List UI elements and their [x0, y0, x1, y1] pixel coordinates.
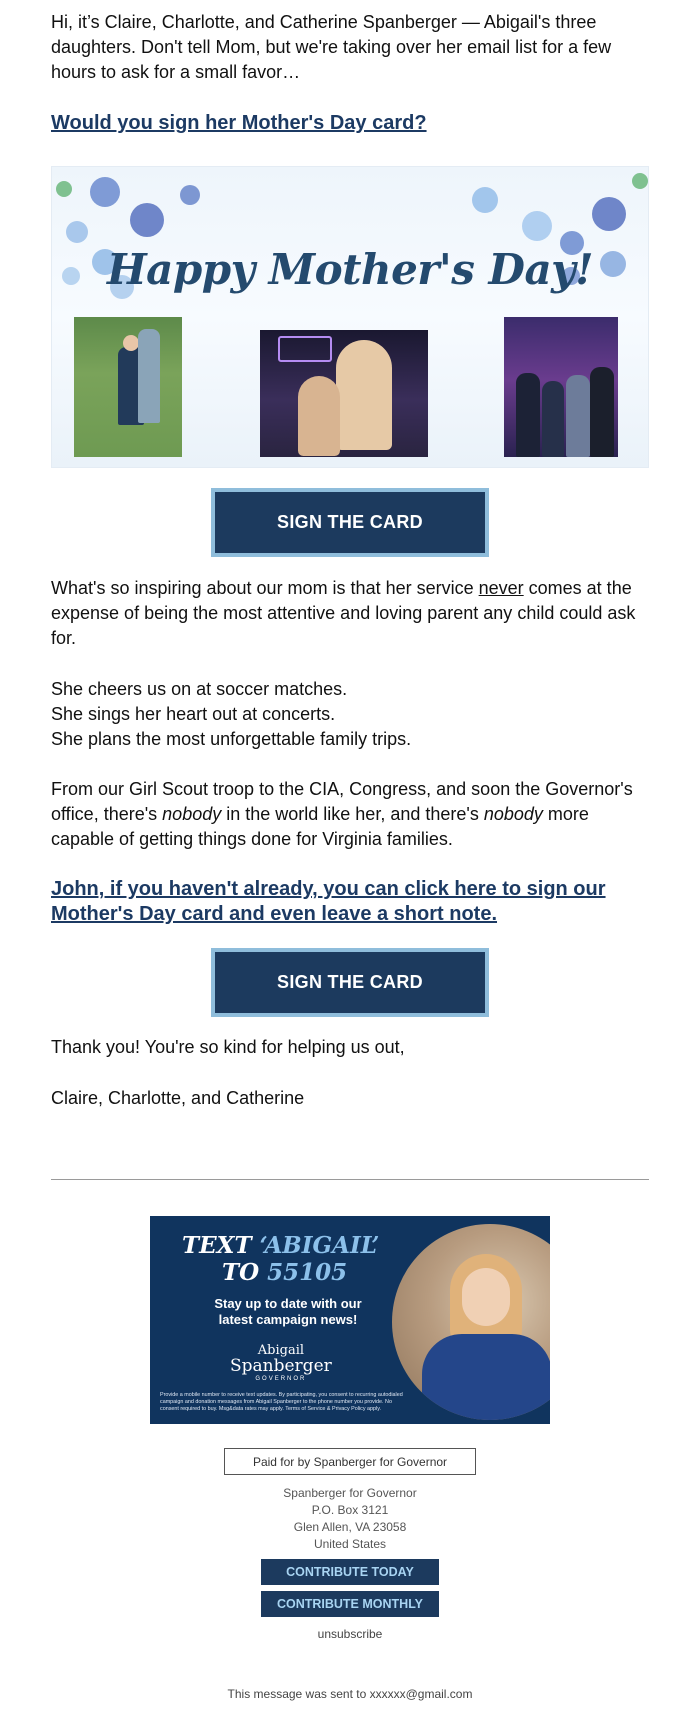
flower-icon: [180, 185, 200, 205]
sign-card-cta-link[interactable]: John, if you haven't already, you can click here to sign our Mother's Day card and even leave a short note.: [51, 878, 606, 925]
sign-card-button-label: SIGN THE CARD: [215, 952, 485, 1013]
mailing-address: [0, 1485, 700, 1553]
candidate-portrait: [392, 1224, 550, 1420]
sent-to-notice: This message was sent to xxxxxx@gmail.com: [227, 1687, 473, 1701]
photo-concert: [260, 330, 428, 457]
flower-icon: [66, 221, 88, 243]
flower-icon: [592, 197, 626, 231]
sign-card-button-label: SIGN THE CARD: [215, 492, 485, 553]
ad-to-word: TO: [222, 1259, 268, 1286]
inspiring-paragraph: [51, 576, 649, 651]
ad-shortcode: 55105: [267, 1259, 348, 1286]
sign-card-headline-link[interactable]: Would you sign her Mother's Day card?: [51, 112, 427, 134]
ad-keyword: ‘ABIGAIL’: [259, 1232, 380, 1259]
photo-family-trip: [504, 317, 618, 457]
address-line: Spanberger for Governor: [283, 1486, 417, 1500]
photo-soccer: [74, 317, 182, 457]
cheers-line: She cheers us on at soccer matches.: [51, 679, 348, 699]
unsubscribe-link[interactable]: unsubscribe: [317, 1627, 383, 1641]
trips-line: She plans the most unforgettable family trips.: [51, 729, 412, 749]
paragraph-text: more capable of getting things done for Virginia families.: [51, 804, 589, 849]
address-line: United States: [313, 1537, 387, 1551]
contribute-monthly-button[interactable]: CONTRIBUTE MONTHLY: [261, 1591, 439, 1617]
ad-text-word: TEXT: [182, 1232, 260, 1259]
address-line: P.O. Box 3121: [311, 1503, 389, 1517]
paragraph-text: comes at the expense of being the most attentive and loving parent any child could ask for.: [51, 578, 636, 648]
hero-title: Happy Mother's Day!: [106, 245, 594, 294]
mothers-day-banner[interactable]: [51, 166, 649, 468]
signature: Claire, Charlotte, and Catherine: [51, 1088, 305, 1108]
contribute-today-button[interactable]: CONTRIBUTE TODAY: [261, 1559, 439, 1585]
ad-headline: [182, 1232, 379, 1286]
emphasis-nobody: nobody: [162, 804, 222, 824]
paragraph-text: What's so inspiring about our mom is that her service: [51, 578, 479, 598]
paid-for-disclaimer: Paid for by Spanberger for Governor: [224, 1448, 476, 1475]
flower-icon: [472, 187, 498, 213]
emphasis-never: never: [478, 578, 524, 598]
flower-icon: [90, 177, 120, 207]
intro-paragraph: Hi, it’s Claire, Charlotte, and Catherine Spanberger — Abigail's three daughters. Don't tell Mom, but we're taking over her email list for a few hours to ask for a small favor…: [51, 12, 612, 82]
leaf-icon: [56, 181, 72, 197]
ad-fine-print: Provide a mobile number to receive text updates. By participating, you consent to recurring autodialed campaign and donation messages from Abigail Spanberger to the phone number you provide. No consent required to buy. Msg&data rates may apply. Terms of Service & Privacy Policy apply.: [160, 1392, 403, 1412]
paragraph-text: From our Girl Scout troop to the CIA, Congress, and soon the Governor's office, there's: [51, 779, 633, 824]
campaign-logo: [230, 1344, 332, 1383]
logo-office: GOVERNOR: [255, 1376, 307, 1382]
sign-card-button[interactable]: [211, 488, 489, 557]
sign-card-button-2[interactable]: [211, 948, 489, 1017]
text-signup-banner[interactable]: [150, 1216, 550, 1424]
sings-line: She sings her heart out at concerts.: [51, 704, 336, 724]
flower-icon: [522, 211, 552, 241]
emphasis-nobody: nobody: [483, 804, 543, 824]
flower-icon: [130, 203, 164, 237]
leaf-icon: [632, 173, 648, 189]
thanks-line: Thank you! You're so kind for helping us out,: [51, 1037, 405, 1057]
paragraph-text: in the world like her, and there's: [221, 804, 484, 824]
logo-last-name: Spanberger: [230, 1356, 332, 1376]
address-line: Glen Allen, VA 23058: [293, 1520, 407, 1534]
footer-divider: [51, 1179, 649, 1180]
ad-subtitle: Stay up to date with our latest campaign news!: [214, 1296, 362, 1327]
career-paragraph: [51, 777, 649, 852]
logo-first-name: Abigail: [257, 1343, 305, 1358]
